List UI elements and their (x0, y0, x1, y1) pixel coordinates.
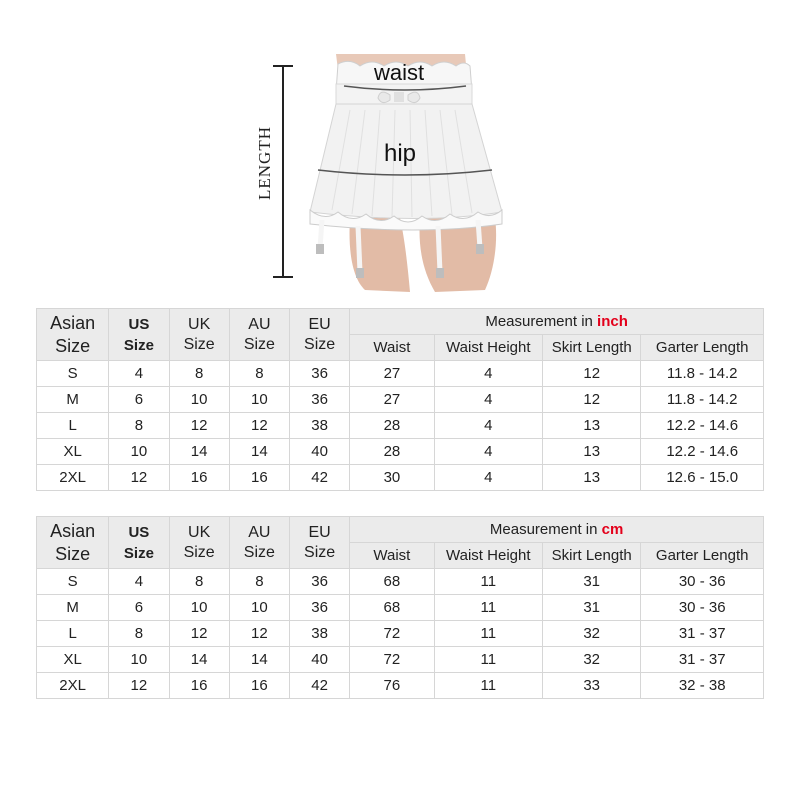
cell-waist: 72 (350, 621, 434, 647)
cell-skirt-length: 32 (543, 647, 641, 673)
cell-waist-height: 11 (434, 595, 542, 621)
cell-asian-size: M (37, 387, 109, 413)
cell-waist: 28 (350, 439, 434, 465)
cell-waist: 76 (350, 673, 434, 699)
cell-au-size: 10 (229, 387, 289, 413)
header-au-size: AU Size (229, 517, 289, 569)
cell-asian-size: 2XL (37, 673, 109, 699)
size-table-cm (36, 516, 764, 699)
cell-waist: 27 (350, 387, 434, 413)
cell-eu-size: 38 (290, 413, 350, 439)
cell-us-size: 6 (109, 387, 169, 413)
cell-us-size: 4 (109, 361, 169, 387)
header-au-size: AU Size (229, 309, 289, 361)
cell-skirt-length: 13 (543, 413, 641, 439)
header-asian-size: Asian Size (37, 309, 109, 361)
cell-us-size: 6 (109, 595, 169, 621)
cell-au-size: 16 (229, 465, 289, 491)
unit-inch: inch (597, 313, 628, 330)
cell-uk-size: 10 (169, 595, 229, 621)
cell-au-size: 8 (229, 361, 289, 387)
cell-asian-size: XL (37, 439, 109, 465)
header-eu-size: EU Size (290, 309, 350, 361)
header-skirt-length: Skirt Length (543, 543, 641, 569)
table-row (37, 465, 764, 491)
cell-asian-size: XL (37, 647, 109, 673)
table-row (37, 647, 764, 673)
cell-us-size: 4 (109, 569, 169, 595)
cell-us-size: 8 (109, 621, 169, 647)
cell-waist-height: 4 (434, 387, 542, 413)
cell-waist: 28 (350, 413, 434, 439)
inch-table-body (37, 361, 764, 491)
cell-waist-height: 11 (434, 647, 542, 673)
cell-waist-height: 11 (434, 621, 542, 647)
table-row (37, 595, 764, 621)
cell-garter-length: 12.2 - 14.6 (641, 439, 764, 465)
cell-asian-size: M (37, 595, 109, 621)
cell-uk-size: 8 (169, 361, 229, 387)
cell-eu-size: 36 (290, 387, 350, 413)
cell-waist: 72 (350, 647, 434, 673)
cell-asian-size: S (37, 569, 109, 595)
cell-au-size: 12 (229, 621, 289, 647)
cell-waist-height: 4 (434, 413, 542, 439)
header-uk-size: UK Size (169, 517, 229, 569)
cell-us-size: 10 (109, 647, 169, 673)
cell-waist-height: 4 (434, 361, 542, 387)
cell-asian-size: 2XL (37, 465, 109, 491)
cell-garter-length: 31 - 37 (641, 621, 764, 647)
cell-uk-size: 14 (169, 647, 229, 673)
cell-eu-size: 36 (289, 595, 349, 621)
cell-au-size: 14 (229, 647, 289, 673)
header-eu-size: EU Size (289, 517, 349, 569)
cell-uk-size: 10 (169, 387, 229, 413)
table-row (37, 673, 764, 699)
cell-waist: 27 (350, 361, 434, 387)
cm-table-body (37, 569, 764, 699)
cell-uk-size: 12 (169, 413, 229, 439)
header-measurement-cm: Measurement in cm (350, 517, 764, 543)
cell-uk-size: 8 (169, 569, 229, 595)
cell-eu-size: 38 (289, 621, 349, 647)
header-waist: Waist (350, 335, 434, 361)
length-label: LENGTH (255, 126, 275, 200)
header-garter-length: Garter Length (641, 543, 764, 569)
header-us-size: US Size (109, 309, 169, 361)
unit-cm: cm (601, 521, 624, 538)
table-row (37, 361, 764, 387)
cell-au-size: 16 (229, 673, 289, 699)
cell-us-size: 10 (109, 439, 169, 465)
cell-eu-size: 40 (290, 439, 350, 465)
header-us-size: US Size (109, 517, 169, 569)
cell-uk-size: 16 (169, 673, 229, 699)
cell-uk-size: 12 (169, 621, 229, 647)
table-row (37, 621, 764, 647)
cell-waist-height: 11 (434, 673, 542, 699)
cell-skirt-length: 33 (543, 673, 641, 699)
cell-garter-length: 12.2 - 14.6 (641, 413, 764, 439)
cell-eu-size: 36 (289, 569, 349, 595)
cell-au-size: 8 (229, 569, 289, 595)
cell-garter-length: 30 - 36 (641, 569, 764, 595)
waist-label: waist (374, 60, 425, 85)
table-row (37, 569, 764, 595)
cell-garter-length: 30 - 36 (641, 595, 764, 621)
header-waist-height: Waist Height (434, 335, 542, 361)
cell-uk-size: 14 (169, 439, 229, 465)
cell-skirt-length: 31 (543, 595, 641, 621)
cell-waist-height: 11 (434, 569, 542, 595)
header-measurement-inch: Measurement in inch (350, 309, 764, 335)
cell-eu-size: 42 (290, 465, 350, 491)
header-waist: Waist (350, 543, 434, 569)
cell-waist-height: 4 (434, 439, 542, 465)
header-asian-size: Asian Size (37, 517, 109, 569)
cell-au-size: 12 (229, 413, 289, 439)
cell-eu-size: 42 (289, 673, 349, 699)
header-garter-length: Garter Length (641, 335, 764, 361)
cell-waist: 68 (350, 569, 434, 595)
cell-us-size: 12 (109, 673, 169, 699)
cell-skirt-length: 13 (543, 439, 641, 465)
cell-garter-length: 32 - 38 (641, 673, 764, 699)
cell-au-size: 14 (229, 439, 289, 465)
cell-au-size: 10 (229, 595, 289, 621)
cell-skirt-length: 32 (543, 621, 641, 647)
hip-label: hip (384, 140, 417, 167)
cell-asian-size: S (37, 361, 109, 387)
cell-asian-size: L (37, 413, 109, 439)
cell-garter-length: 12.6 - 15.0 (641, 465, 764, 491)
cell-asian-size: L (37, 621, 109, 647)
cell-eu-size: 40 (289, 647, 349, 673)
size-table-inch (36, 308, 764, 491)
table-row (37, 413, 764, 439)
cell-eu-size: 36 (290, 361, 350, 387)
header-skirt-length: Skirt Length (543, 335, 641, 361)
cell-garter-length: 11.8 - 14.2 (641, 387, 764, 413)
cell-garter-length: 31 - 37 (641, 647, 764, 673)
cell-us-size: 12 (109, 465, 169, 491)
cell-waist: 30 (350, 465, 434, 491)
cell-waist-height: 4 (434, 465, 542, 491)
cell-skirt-length: 13 (543, 465, 641, 491)
cell-uk-size: 16 (169, 465, 229, 491)
cell-skirt-length: 12 (543, 387, 641, 413)
cell-skirt-length: 12 (543, 361, 641, 387)
header-waist-height: Waist Height (434, 543, 542, 569)
cell-us-size: 8 (109, 413, 169, 439)
table-row (37, 439, 764, 465)
cell-garter-length: 11.8 - 14.2 (641, 361, 764, 387)
cell-skirt-length: 31 (543, 569, 641, 595)
table-row (37, 387, 764, 413)
cell-waist: 68 (350, 595, 434, 621)
header-uk-size: UK Size (169, 309, 229, 361)
